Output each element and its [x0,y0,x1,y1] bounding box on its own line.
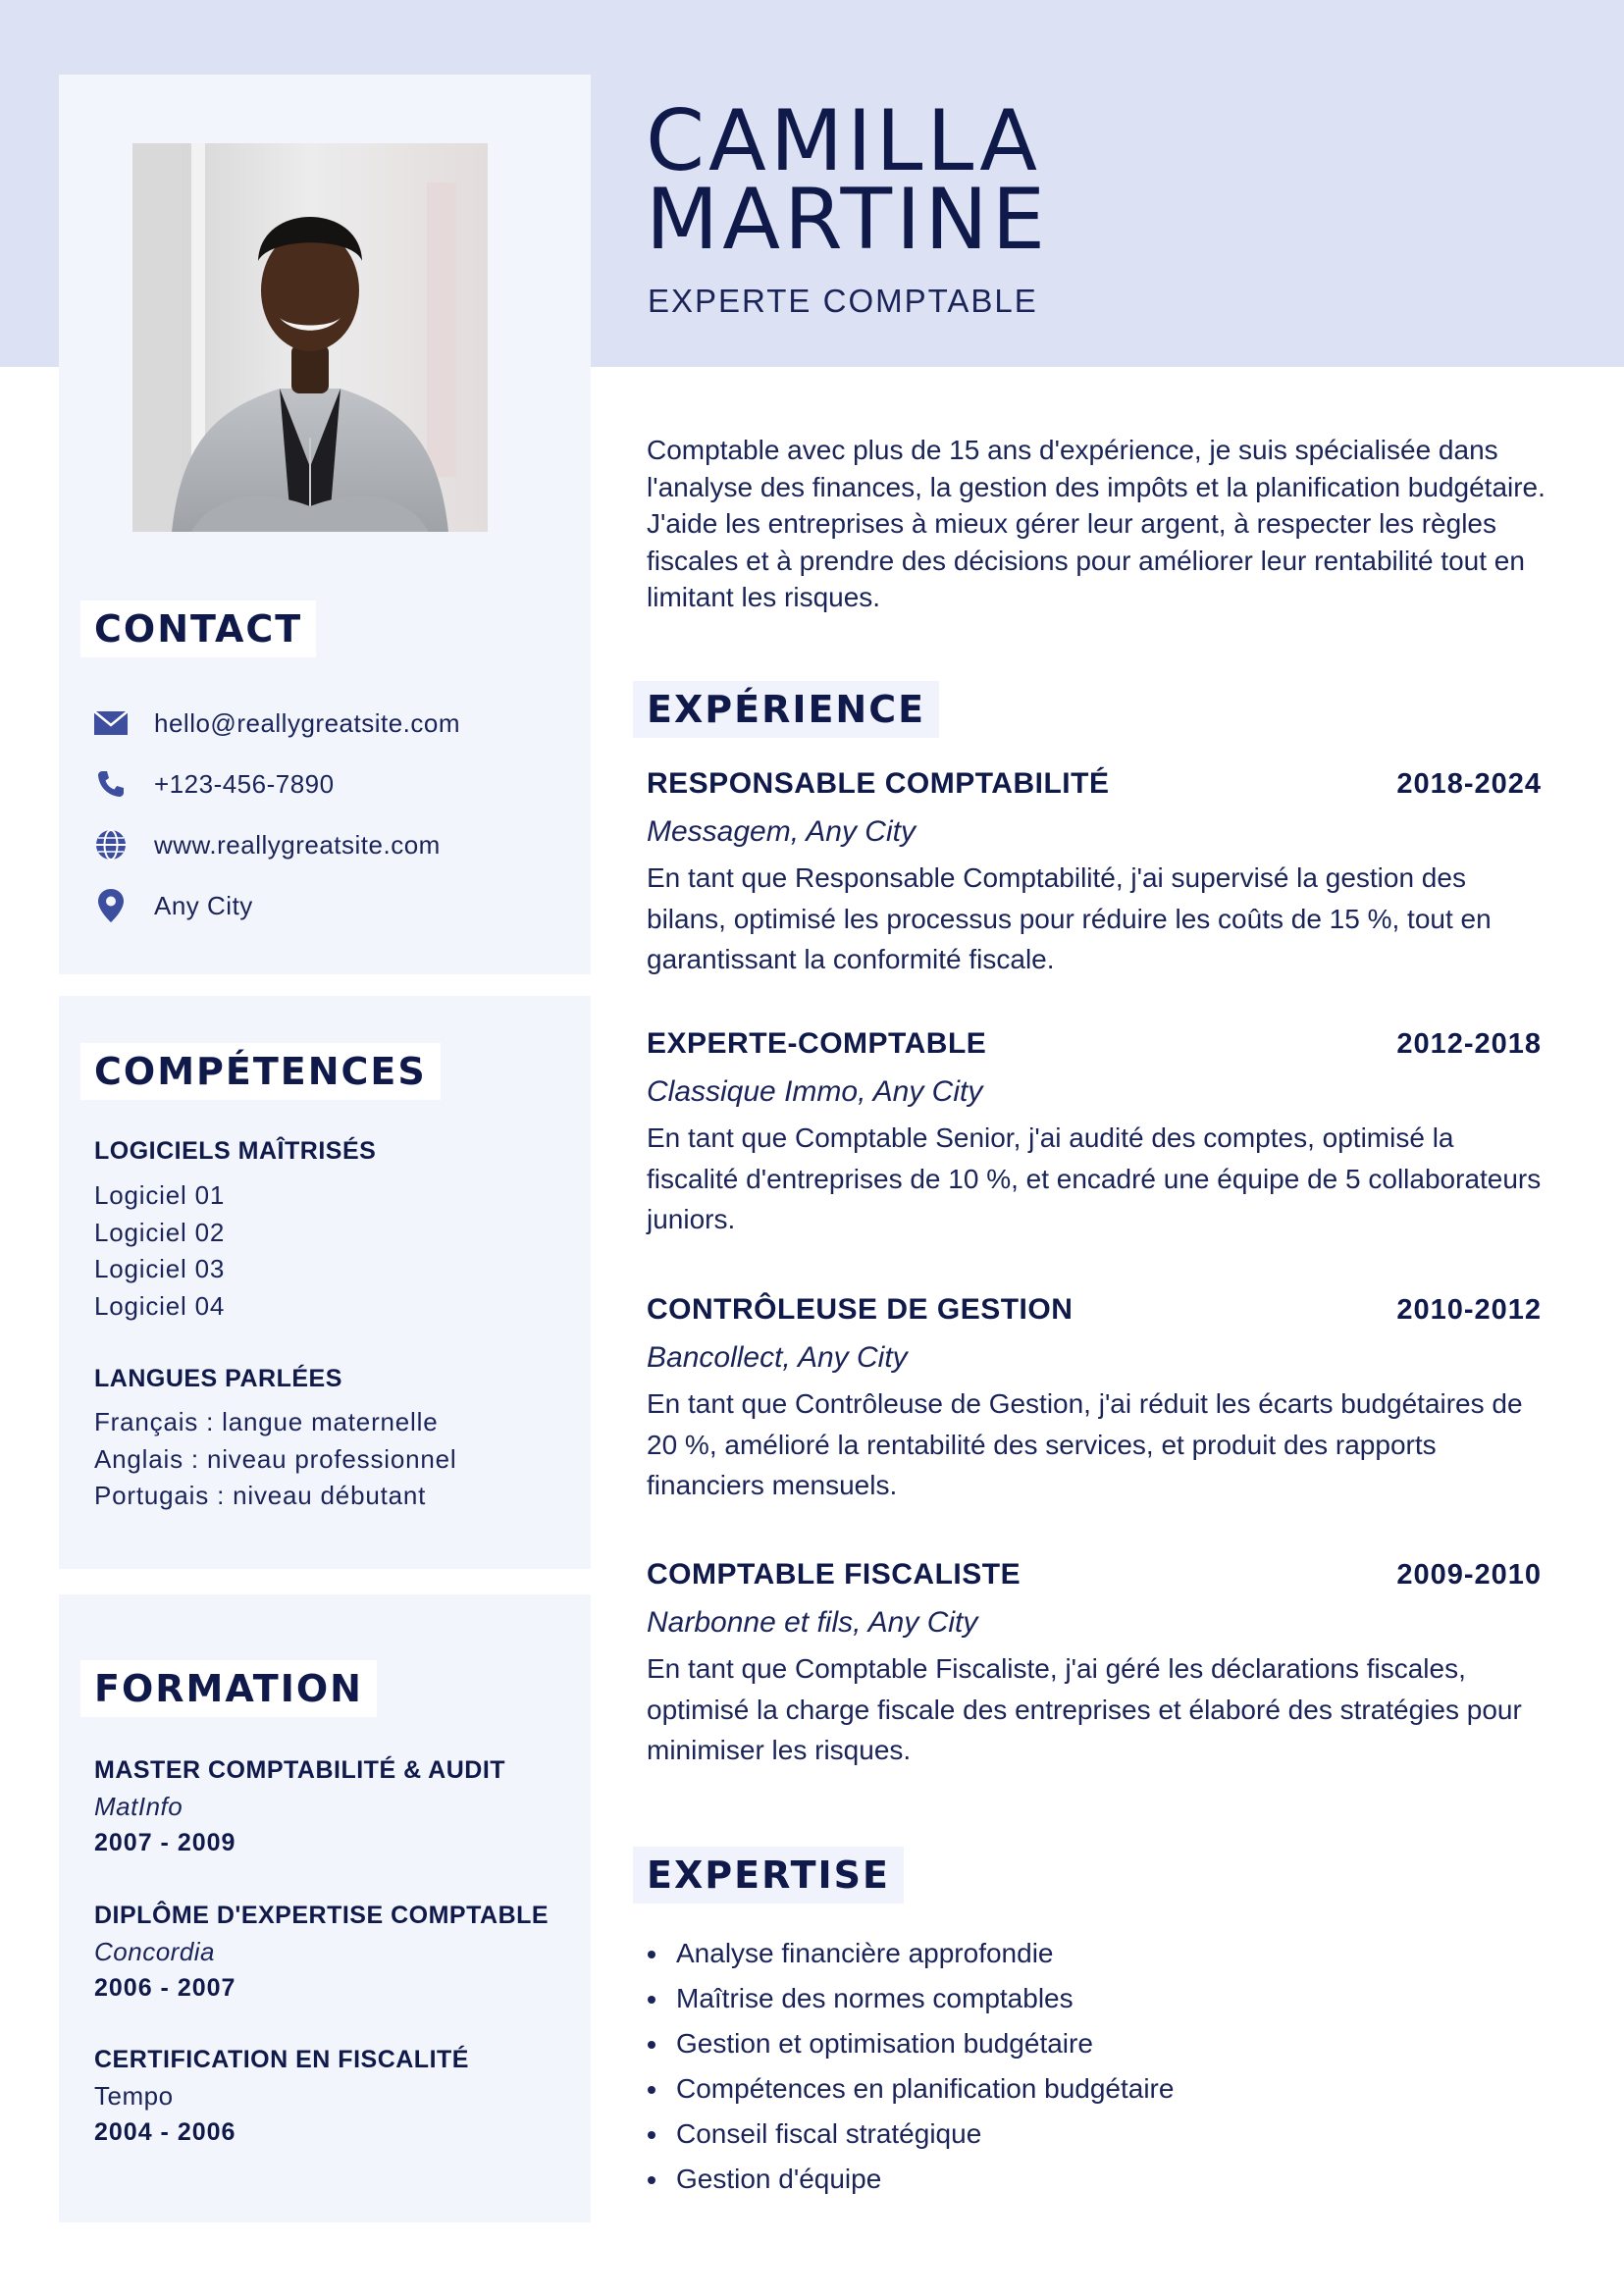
experience-heading: EXPÉRIENCE [633,681,939,738]
experience-item [647,1027,1542,1240]
list-item: Portugais : niveau débutant [94,1481,427,1510]
contact-city-text: Any City [154,890,253,920]
education-item [94,1898,549,2007]
contact-email-text: hello@reallygreatsite.com [154,707,461,738]
list-item: • Analyse financière approfondie [670,1931,1174,1976]
degree-title: MASTER COMPTABILITÉ & AUDIT [94,1756,506,1784]
software-list [94,1177,225,1325]
skills-heading: COMPÉTENCES [80,1043,441,1100]
education-item [94,1752,505,1861]
position-dates: 2010-2012 [1396,1294,1542,1326]
expertise-heading: EXPERTISE [633,1847,904,1904]
position-title: RESPONSABLE COMPTABILITÉ [647,767,1110,800]
education-heading: FORMATION [80,1660,377,1717]
experience-item [647,1558,1542,1771]
school-name: Tempo [94,2081,174,2111]
experience-item [647,767,1542,980]
position-title: CONTRÔLEUSE DE GESTION [647,1293,1074,1326]
software-title: LOGICIELS MAÎTRISÉS [94,1137,377,1165]
contact-heading: CONTACT [80,600,316,657]
list-item: • Compétences en planification budgétaire [670,2066,1174,2112]
company-name: Narbonne et fils, Any City [647,1606,978,1639]
contact-phone[interactable] [93,754,460,814]
position-dates: 2018-2024 [1396,768,1542,800]
education-years: 2004 - 2006 [94,2118,236,2146]
name-last: MARTINE [646,171,1050,269]
languages-list [94,1404,456,1515]
contact-phone-text: +123-456-7890 [154,768,335,799]
list-item: • Conseil fiscal stratégique [670,2112,1174,2157]
experience-item [647,1293,1542,1506]
expertise-list [645,1931,1174,2202]
education-item [94,2042,469,2151]
position-dates: 2012-2018 [1396,1028,1542,1060]
list-item: • Gestion d'équipe [670,2157,1174,2202]
contact-email[interactable] [93,693,460,754]
position-description: En tant que Comptable Senior, j'ai audité des comptes, optimisé la fiscalité d'entreprises de 10 %, et encadré une équipe de 5 collaborateurs juniors. [647,1122,1542,1234]
profile-photo [132,143,488,532]
contact-website-text: www.reallygreatsite.com [154,829,441,860]
degree-title: CERTIFICATION EN FISCALITÉ [94,2046,469,2073]
languages-title: LANGUES PARLÉES [94,1365,342,1392]
list-item: Logiciel 01 [94,1180,226,1210]
contact-city [93,875,460,936]
envelope-icon [93,705,129,741]
degree-title: DIPLÔME D'EXPERTISE COMPTABLE [94,1902,550,1929]
position-title: EXPERTE-COMPTABLE [647,1027,987,1060]
position-title: COMPTABLE FISCALISTE [647,1558,1022,1591]
contact-list [93,693,460,936]
position-dates: 2009-2010 [1396,1559,1542,1591]
profile-summary: Comptable avec plus de 15 ans d'expérience, je suis spécialisée dans l'analyse des finances, la gestion des impôts et la planification budgétaire. J'aide les entreprises à mieux gérer leur argent, à respecter les règles fiscales et à prendre des décisions pour améliorer leur rentabilité tout en limitant les risques. [647,435,1545,612]
company-name: Classique Immo, Any City [647,1075,983,1108]
list-item: Anglais : niveau professionnel [94,1443,457,1474]
position-description: En tant que Contrôleuse de Gestion, j'ai réduit les écarts budgétaires de 20 %, amélioré la rentabilité des services, et produit des rapports financiers mensuels. [647,1388,1523,1500]
position-description: En tant que Responsable Comptabilité, j'ai supervisé la gestion des bilans, optimisé les processus pour réduire les coûts de 15 %, tout en garantissant la conformité fiscale. [647,862,1492,974]
job-title: EXPERTE COMPTABLE [648,283,1038,319]
location-pin-icon [93,888,129,923]
list-item: Logiciel 03 [94,1254,226,1283]
list-item: Logiciel 04 [94,1290,226,1321]
list-item: • Gestion et optimisation budgétaire [670,2021,1174,2066]
contact-website[interactable] [93,814,460,875]
list-item: • Maîtrise des normes comptables [670,1976,1174,2021]
list-item: Français : langue maternelle [94,1407,439,1436]
list-item: Logiciel 02 [94,1217,226,1247]
company-name: Bancollect, Any City [647,1341,908,1374]
school-name: MatInfo [94,1792,183,1821]
company-name: Messagem, Any City [647,815,916,848]
candidate-name [646,92,1050,269]
name-first: CAMILLA [646,92,1042,190]
position-description: En tant que Comptable Fiscaliste, j'ai géré les déclarations fiscales, optimisé la charge fiscale des entreprises et élaboré des stratégies pour minimiser les risques. [647,1653,1522,1765]
school-name: Concordia [94,1937,216,1966]
phone-icon [93,766,129,802]
education-years: 2006 - 2007 [94,1974,236,2002]
globe-icon [93,827,129,862]
education-years: 2007 - 2009 [94,1829,236,1856]
